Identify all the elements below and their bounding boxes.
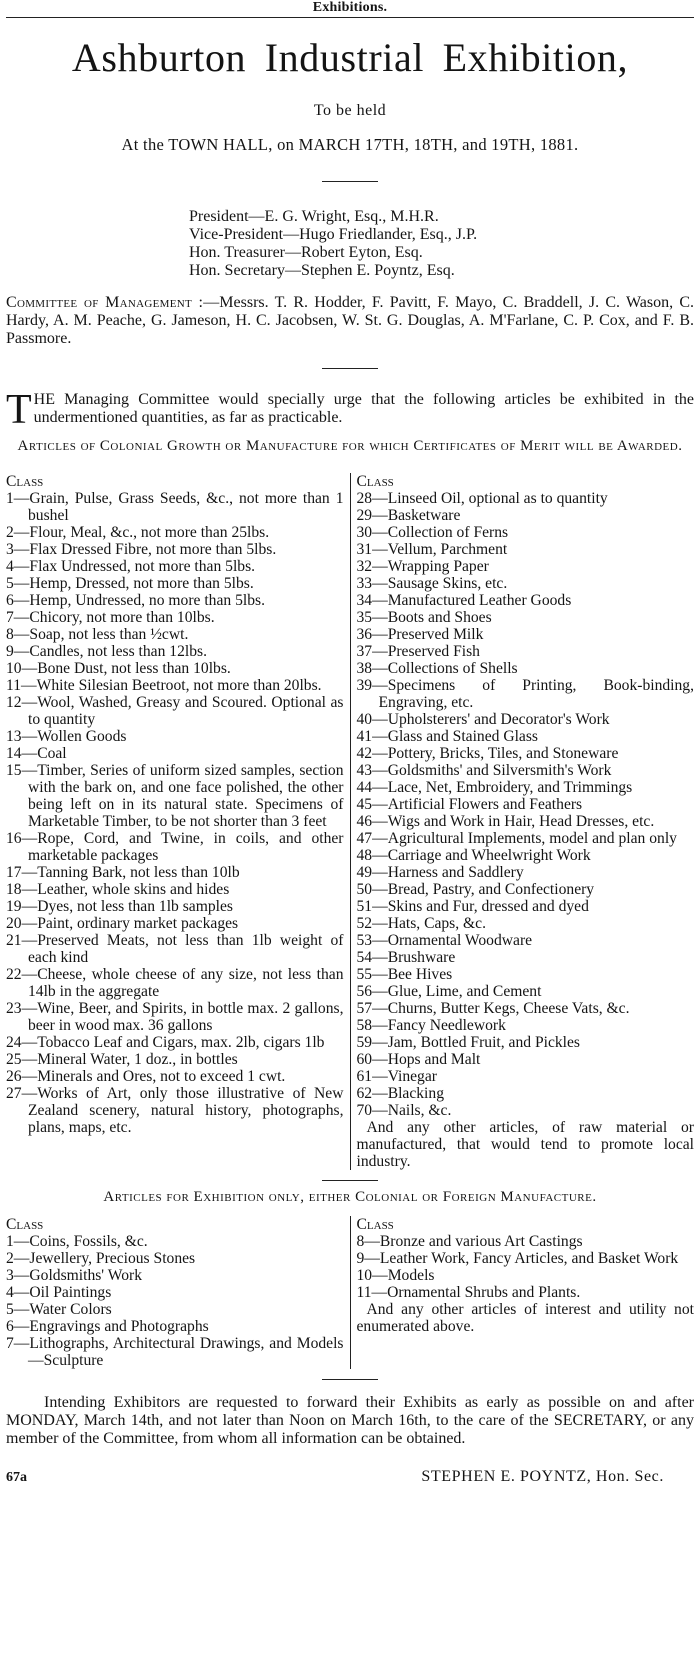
subtitle-venue-dates: At the TOWN HALL, on MARCH 17TH, 18TH, and 19TH, 1881. (121, 135, 579, 154)
class-entry: 59—Jam, Bottled Fruit, and Pickles (356, 1034, 580, 1051)
officers-list (189, 208, 694, 280)
class-entry: 6—Engravings and Photographs (6, 1318, 209, 1335)
class-entry: 26—Minerals and Ores, not to exceed 1 cwt. (6, 1068, 286, 1085)
class-entry: 62—Blacking (356, 1085, 444, 1102)
class-entry: 61—Vinegar (356, 1068, 437, 1085)
signature: STEPHEN E. POYNTZ, Hon. Sec. (421, 1468, 664, 1485)
class-entry: 25—Mineral Water, 1 doz., in bottles (6, 1051, 238, 1068)
class-entry: 9—Leather Work, Fancy Articles, and Basket Work (356, 1250, 679, 1267)
class-entry: 3—Flax Dressed Fibre, not more than 5lbs. (6, 541, 277, 558)
page-title: Ashburton Industrial Exhibition, (71, 35, 629, 80)
class-entry: 37—Preserved Fish (356, 643, 480, 660)
class-entry: 6—Hemp, Undressed, no more than 5lbs. (6, 592, 265, 609)
class-note: And any other articles of interest and utility not enumerated above. (356, 1301, 694, 1335)
officer-treasurer: Hon. Treasurer—Robert Eyton, Esq. (189, 244, 423, 261)
officer-secretary: Hon. Secretary—Stephen E. Poyntz, Esq. (189, 262, 455, 279)
class-entry: 47—Agricultural Implements, model and plan only (356, 830, 677, 847)
class-entry: 24—Tobacco Leaf and Cigars, max. 2lb, cigars 1lb (6, 1034, 325, 1051)
class-entry: 8—Bronze and various Art Castings (356, 1233, 583, 1250)
folio-number: 67a (6, 1470, 27, 1485)
subtitle-to-be-held: To be held (313, 102, 387, 119)
rule-divider (322, 368, 378, 369)
class-entry: 34—Manufactured Leather Goods (356, 592, 572, 609)
class-entry: 14—Coal (6, 745, 67, 762)
class-entry: 45—Artificial Flowers and Feathers (356, 796, 583, 813)
class-entry: 27—Works of Art, only those illustrative of New Zealand scenery, natural history, photographs, plans, maps, etc. (6, 1085, 344, 1136)
class-entry: 4—Oil Paintings (6, 1284, 112, 1301)
class-heading: Class (356, 473, 394, 490)
class-entry: 20—Paint, ordinary market packages (6, 915, 239, 932)
officer-vice-president: Vice-President—Hugo Friedlander, Esq., J.P. (189, 226, 478, 243)
class-entry: 46—Wigs and Work in Hair, Head Dresses, etc. (356, 813, 655, 830)
class-entry: 3—Goldsmiths' Work (6, 1267, 142, 1284)
class-entry: 32—Wrapping Paper (356, 558, 489, 575)
class-entry: 70—Nails, &c. (356, 1102, 452, 1119)
intro-paragraph (6, 387, 694, 433)
class-entry: 41—Glass and Stained Glass (356, 728, 538, 745)
class-entry: 30—Collection of Ferns (356, 524, 509, 541)
class-entry: 21—Preserved Meats, not less than 1lb weight of each kind (6, 932, 344, 966)
class-entry: 1—Coins, Fossils, &c. (6, 1233, 148, 1250)
committee-text: —Messrs. T. R. Hodder, F. Pavitt, F. Mayo, C. Braddell, J. C. Wason, C. Hardy, A. M. Peache, G. Jameson, H. C. Jacobsen, W. St. G. Douglas, A. M'Farlane, C. P. Cox, and F. B. Passmore. (6, 294, 694, 347)
class-entry: 51—Skins and Fur, dressed and dyed (356, 898, 589, 915)
committee-label: Committee of Management : (6, 294, 204, 311)
class-entry: 7—Lithographs, Architectural Drawings, and Models—Sculpture (6, 1335, 344, 1369)
class-entry: 38—Collections of Shells (356, 660, 518, 677)
class-entry: 56—Glue, Lime, and Cement (356, 983, 542, 1000)
rule-divider (322, 1379, 378, 1380)
class-entry: 1—Grain, Pulse, Grass Seeds, &c., not more than 1 bushel (6, 490, 344, 524)
class-entry: 9—Candles, not less than 12lbs. (6, 643, 207, 660)
class-entry: 29—Basketware (356, 507, 461, 524)
class-entry: 43—Goldsmiths' and Silversmith's Work (356, 762, 612, 779)
class-entry: 19—Dyes, not less than 1lb samples (6, 898, 233, 915)
class-entry: 17—Tanning Bark, not less than 10lb (6, 864, 240, 881)
class-entry: 13—Wollen Goods (6, 728, 127, 745)
class-entry: 5—Water Colors (6, 1301, 112, 1318)
class-heading: Class (356, 1216, 394, 1233)
class-entry: 50—Bread, Pastry, and Confectionery (356, 881, 595, 898)
class-column-left (6, 1216, 351, 1369)
class-entry: 16—Rope, Cord, and Twine, in coils, and other marketable packages (6, 830, 344, 864)
class-entry: 2—Flour, Meal, &c., not more than 25lbs. (6, 524, 270, 541)
class-note: And any other articles, of raw material or manufactured, that would tend to promote local industry. (356, 1119, 694, 1170)
class-entry: 49—Harness and Saddlery (356, 864, 524, 881)
class-entry: 31—Vellum, Parchment (356, 541, 508, 558)
section-heading-exhibition-only: Articles for Exhibition only, either Colonial or Foreign Manufacture. (103, 1189, 597, 1205)
committee-paragraph (6, 294, 694, 348)
section-heading-certificates: Articles of Colonial Growth or Manufacture for which Certificates of Merit will be Awarded. (17, 438, 683, 454)
class-entry: 8—Soap, not less than ½cwt. (6, 626, 189, 643)
class-entry: 35—Boots and Shoes (356, 609, 492, 626)
class-entry: 18—Leather, whole skins and hides (6, 881, 230, 898)
class-entry: 42—Pottery, Bricks, Tiles, and Stoneware (356, 745, 619, 762)
rule-divider (322, 181, 378, 182)
class-entry: 4—Flax Undressed, not more than 5lbs. (6, 558, 256, 575)
class-entry: 36—Preserved Milk (356, 626, 484, 643)
class-entry: 7—Chicory, not more than 10lbs. (6, 609, 215, 626)
class-entry: 44—Lace, Net, Embroidery, and Trimmings (356, 779, 633, 796)
class-entry: 52—Hats, Caps, &c. (356, 915, 487, 932)
class-entry: 2—Jewellery, Precious Stones (6, 1250, 196, 1267)
class-columns-exhibition (6, 1216, 694, 1369)
class-entry: 58—Fancy Needlework (356, 1017, 506, 1034)
closing-paragraph: Intending Exhibitors are requested to forward their Exhibits as early as possible on and after MONDAY, March 14th, and not later than Noon on March 16th, to the care of the SECRETARY, or any member of the Committee, from whom all information can be obtained. (6, 1394, 694, 1447)
class-entry: 55—Bee Hives (356, 966, 453, 983)
class-entry: 23—Wine, Beer, and Spirits, in bottle max. 2 gallons, beer in wood max. 36 gallons (6, 1000, 344, 1034)
class-entry: 22—Cheese, whole cheese of any size, not less than 14lb in the aggregate (6, 966, 344, 1000)
class-entry: 15—Timber, Series of uniform sized samples, section with the bark on, and one face polished, the other being left on in its natural state. Specimens of Marketable Timber, to be not shorter than 3 feet (6, 762, 344, 830)
class-entry: 48—Carriage and Wheelwright Work (356, 847, 591, 864)
drop-cap: T (6, 387, 32, 433)
class-entry: 54—Brushware (356, 949, 456, 966)
class-entry: 12—Wool, Washed, Greasy and Scoured. Optional as to quantity (6, 694, 344, 728)
class-entry: 60—Hops and Malt (356, 1051, 481, 1068)
rule-divider (322, 1180, 378, 1181)
intro-text: HE Managing Committee would specially urge that the following articles be exhibited in the undermentioned quantities, as far as practicable. (33, 391, 694, 426)
class-entry: 40—Upholsterers' and Decorator's Work (356, 711, 610, 728)
class-entry: 10—Models (356, 1267, 435, 1284)
class-entry: 53—Ornamental Woodware (356, 932, 533, 949)
class-entry: 5—Hemp, Dressed, not more than 5lbs. (6, 575, 254, 592)
class-entry: 11—White Silesian Beetroot, not more than 20lbs. (6, 677, 322, 694)
officer-president: President—E. G. Wright, Esq., M.H.R. (189, 208, 439, 225)
class-entry: 10—Bone Dust, not less than 10lbs. (6, 660, 231, 677)
class-heading: Class (6, 1216, 44, 1233)
class-entry: 39—Specimens of Printing, Book-binding, Engraving, etc. (356, 677, 694, 711)
class-entry: 33—Sausage Skins, etc. (356, 575, 508, 592)
class-column-left (6, 473, 351, 1170)
class-entry: 28—Linseed Oil, optional as to quantity (356, 490, 608, 507)
class-heading: Class (6, 473, 44, 490)
class-entry: 11—Ornamental Shrubs and Plants. (356, 1284, 581, 1301)
class-columns (6, 473, 694, 1170)
footer (6, 1468, 694, 1486)
class-column-right (351, 473, 695, 1170)
running-head: Exhibitions. (312, 0, 388, 15)
class-column-right (351, 1216, 695, 1369)
class-entry: 57—Churns, Butter Kegs, Cheese Vats, &c. (356, 1000, 630, 1017)
top-rule (6, 17, 694, 18)
